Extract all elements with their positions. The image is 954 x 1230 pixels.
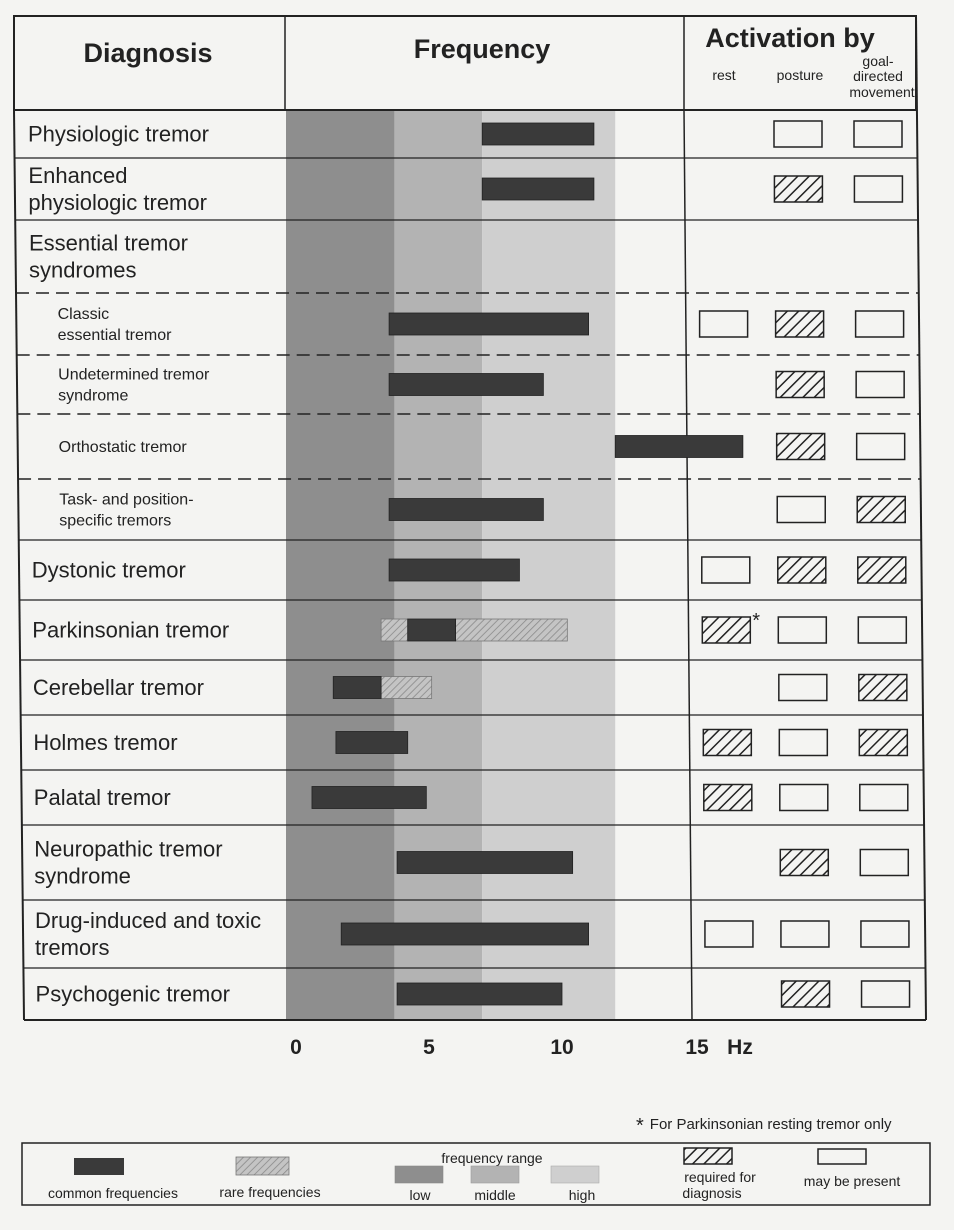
legend-present-label: may be present bbox=[803, 1173, 901, 1189]
posture-activation-box bbox=[777, 497, 825, 523]
label-cell bbox=[20, 294, 285, 354]
goal-activation-box bbox=[854, 176, 902, 202]
row-label-line: Essential tremor bbox=[28, 230, 188, 256]
common-frequency-bar bbox=[389, 499, 543, 521]
header-goal-line3: movement bbox=[849, 84, 915, 100]
goal-activation-box bbox=[860, 850, 908, 876]
rare-frequency-bar bbox=[381, 619, 408, 641]
legend-middle-swatch bbox=[471, 1166, 519, 1183]
legend-required-line2: diagnosis bbox=[682, 1185, 742, 1201]
posture-activation-box bbox=[774, 176, 822, 202]
row-label-line: Drug-induced and toxic bbox=[34, 908, 262, 934]
legend-common-swatch bbox=[74, 1158, 124, 1175]
row-label-line: Palatal tremor bbox=[33, 785, 171, 811]
posture-activation-box bbox=[774, 121, 822, 147]
legend bbox=[22, 1143, 930, 1205]
row-label-line: syndrome bbox=[34, 863, 131, 889]
rest-activation-box bbox=[700, 311, 748, 337]
goal-activation-box bbox=[857, 434, 905, 460]
footnote-marker: * bbox=[636, 1115, 644, 1137]
row-label-line: Enhanced bbox=[28, 163, 128, 189]
rare-frequency-bar bbox=[381, 677, 432, 699]
header-goal-line2: directed bbox=[853, 68, 903, 84]
legend-high-label: high bbox=[568, 1187, 596, 1203]
legend-low-label: low bbox=[409, 1187, 431, 1203]
posture-activation-box bbox=[778, 617, 826, 643]
common-frequency-bar bbox=[482, 178, 594, 200]
posture-activation-box bbox=[779, 675, 827, 701]
row-label-line: Parkinsonian tremor bbox=[32, 617, 230, 643]
posture-activation-box bbox=[778, 557, 826, 583]
table-right-border bbox=[916, 16, 926, 1020]
header-rest: rest bbox=[712, 67, 736, 83]
row-label-line: tremors bbox=[34, 935, 110, 961]
row-label-line: Dystonic tremor bbox=[31, 557, 186, 583]
rest-activation-box bbox=[704, 785, 752, 811]
common-frequency-bar bbox=[397, 983, 562, 1005]
row-label-line: essential tremor bbox=[57, 327, 172, 345]
axis-tick-15: 15 bbox=[685, 1036, 709, 1059]
goal-activation-box bbox=[858, 617, 906, 643]
row-label-line: Neuropathic tremor bbox=[34, 836, 223, 862]
rest-activation-box bbox=[702, 557, 750, 583]
row-label-line: Cerebellar tremor bbox=[32, 675, 205, 701]
posture-activation-box bbox=[781, 921, 829, 947]
common-frequency-bar bbox=[389, 559, 519, 581]
legend-rare-label: rare frequencies bbox=[219, 1184, 321, 1200]
goal-activation-box bbox=[854, 121, 902, 147]
posture-activation-box bbox=[776, 311, 824, 337]
goal-activation-box bbox=[859, 675, 907, 701]
header-activation: Activation by bbox=[705, 23, 875, 53]
legend-middle-label: middle bbox=[474, 1187, 516, 1203]
rest-activation-box bbox=[703, 730, 751, 756]
common-frequency-bar bbox=[333, 677, 381, 699]
common-frequency-bar bbox=[312, 787, 426, 809]
axis-tick-0: 0 bbox=[290, 1036, 302, 1059]
goal-activation-box bbox=[856, 311, 904, 337]
rest-activation-box bbox=[702, 617, 750, 643]
axis-tick-5: 5 bbox=[423, 1036, 435, 1059]
common-frequency-bar bbox=[389, 313, 588, 335]
legend-common-label: common frequencies bbox=[48, 1185, 178, 1201]
row-label-line: physiologic tremor bbox=[28, 190, 207, 216]
goal-activation-box bbox=[862, 981, 910, 1007]
header-goal-line1: goal- bbox=[862, 53, 894, 69]
row-label-line: Holmes tremor bbox=[33, 730, 178, 756]
posture-activation-box bbox=[780, 850, 828, 876]
legend-required-swatch bbox=[684, 1148, 732, 1164]
common-frequency-bar bbox=[397, 852, 573, 874]
posture-activation-box bbox=[777, 434, 825, 460]
row-label-line: Classic bbox=[57, 306, 110, 324]
row-label-line: specific tremors bbox=[59, 512, 172, 530]
rest-activation-box bbox=[705, 921, 753, 947]
header-frequency: Frequency bbox=[413, 34, 551, 64]
goal-activation-box bbox=[860, 785, 908, 811]
posture-activation-box bbox=[776, 372, 824, 398]
rest-footnote-marker: * bbox=[752, 610, 761, 632]
posture-activation-box bbox=[780, 785, 828, 811]
footnote-text: For Parkinsonian resting tremor only bbox=[649, 1116, 892, 1133]
common-frequency-bar bbox=[336, 732, 408, 754]
row-label-line: Physiologic tremor bbox=[28, 121, 209, 147]
common-frequency-bar bbox=[389, 374, 543, 396]
row-label-line: Undetermined tremor bbox=[58, 366, 210, 384]
axis-unit: Hz bbox=[727, 1036, 753, 1059]
legend-high-swatch bbox=[551, 1166, 599, 1183]
header-posture: posture bbox=[776, 67, 824, 83]
band-low bbox=[286, 110, 394, 1020]
goal-activation-box bbox=[859, 730, 907, 756]
legend-range-title: frequency range bbox=[441, 1150, 543, 1166]
row-label-line: Psychogenic tremor bbox=[35, 981, 230, 1007]
activation-divider bbox=[684, 110, 692, 1020]
legend-present-swatch bbox=[818, 1149, 866, 1164]
frequency-axis bbox=[290, 1036, 753, 1059]
goal-activation-box bbox=[858, 557, 906, 583]
row-label-line: syndromes bbox=[28, 257, 137, 283]
row-label-line: syndrome bbox=[58, 387, 129, 405]
row-label-line: Orthostatic tremor bbox=[58, 439, 187, 457]
posture-activation-box bbox=[779, 730, 827, 756]
rare-frequency-bar bbox=[456, 619, 568, 641]
goal-activation-box bbox=[856, 372, 904, 398]
label-cell bbox=[21, 480, 285, 539]
common-frequency-bar bbox=[482, 123, 594, 145]
posture-activation-box bbox=[782, 981, 830, 1007]
legend-rare-swatch bbox=[236, 1157, 289, 1175]
common-frequency-bar bbox=[341, 923, 588, 945]
header-diagnosis: Diagnosis bbox=[83, 38, 213, 68]
legend-required-line1: required for bbox=[684, 1169, 756, 1185]
footnote bbox=[636, 1112, 892, 1135]
common-frequency-bar bbox=[408, 619, 456, 641]
legend-low-swatch bbox=[395, 1166, 443, 1183]
axis-tick-10: 10 bbox=[550, 1036, 574, 1059]
goal-activation-box bbox=[857, 497, 905, 523]
goal-activation-box bbox=[861, 921, 909, 947]
common-frequency-bar bbox=[615, 436, 743, 458]
row-label-line: Task- and position- bbox=[59, 491, 194, 509]
